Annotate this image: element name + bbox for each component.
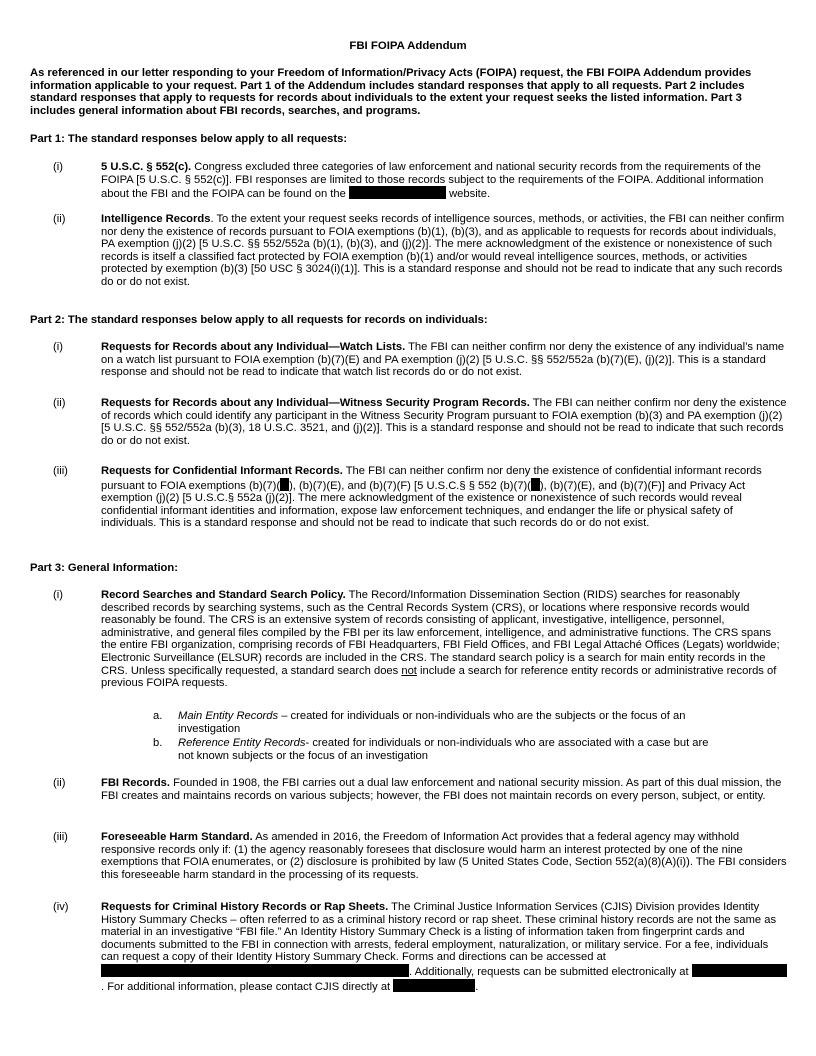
item-heading: 5 U.S.C. § 552(c).	[101, 161, 192, 173]
item-number: (iii)	[53, 465, 68, 477]
item-body	[101, 465, 787, 530]
item-heading: Requests for Confidential Informant Records.	[101, 465, 343, 477]
subitem-body: - created for individuals or non-individuals who are associated with a case but are not known subjects or the focus of an investigation	[178, 737, 709, 762]
subitem-body: – created for individuals or non-individuals who are the subjects or the focus of an investigation	[178, 710, 686, 735]
subitem-letter: a.	[153, 710, 163, 722]
item-heading: Requests for Records about any Individual—Watch Lists.	[101, 341, 406, 353]
part2-heading: Part 2: The standard responses below apply to all requests for records on individuals:	[30, 314, 488, 326]
redaction-block	[349, 186, 446, 199]
item-text-underlined: not	[401, 664, 417, 677]
document-title: FBI FOIPA Addendum	[349, 40, 467, 52]
item-text: The FBI can neither confirm nor deny the existence of any individual’s name on a watch list pursuant to FOIA exemption (b)(7)(E) and PA exemption (j)(2) [5 U.S.C. §§ 552/552a (b)(7)(E), (j)(2)]. This is a standard response and should not be read to indicate that watch list records do or do not exist.	[101, 341, 785, 379]
part1-heading: Part 1: The standard responses below apply to all requests:	[30, 133, 348, 145]
item-text: . Additionally, requests can be submitted electronically at	[409, 965, 689, 978]
item-text: . To the extent your request seeks records of intelligence sources, methods, or activities, the FBI can neither confirm nor deny the existence of records pursuant to FOIA exemptions (b)(1), (b)(3), and as applicable to requests for records about individuals, PA exemption (j)(2) [5 U.S.C. §§ 552/552a (b)(1), (b)(3), and (j)(2)]. The mere acknowledgment of the existence or nonexistence of such records is itself a classified fact protected by FOIA exemption (b)(1) and/or would reveal intelligence sources, methods, or activities protected by exemption (b)(3) [50 USC § 3024(i)(1)]. This is a standard response and should not be read to indicate that any such records do or do not exist.	[101, 213, 785, 288]
item-text: Founded in 1908, the FBI carries out a dual law enforcement and national security mission. As part of this dual mission, the FBI creates and maintains records on various subjects; however, the FBI does not maintain records on every person, subject, or entity.	[101, 777, 782, 802]
item-body	[101, 341, 787, 379]
item-text: The FBI can neither confirm nor deny the existence of records which could identify any participant in the Witness Security Program pursuant to FOIA exemption (b)(3) and PA exemption (j)(2) [5 U.S.C. §§ 552/552a (b)(3), 18 U.S.C. 3521, and (j)(2)]. This is a standard response and should not be read to indicate that such records do or do not exist.	[101, 397, 787, 447]
item-body	[101, 397, 787, 447]
item-number: (ii)	[53, 777, 66, 789]
item-heading: Intelligence Records	[101, 213, 211, 225]
item-text-tail: website.	[445, 188, 491, 201]
redaction-block	[280, 478, 289, 491]
redaction-block	[692, 964, 787, 977]
item-number: (i)	[53, 161, 63, 173]
item-text: The Criminal Justice Information Services (CJIS) Division provides Identity History Summary Checks – often referred to as a criminal history record or rap sheet. These criminal history records are not the same as material in an investigative “FBI file.” An Identity History Summary Check is a listing of information taken from fingerprint cards and documents submitted to the FBI in connection with arrests, federal employment, naturalization, or military service. For a fee, individuals can request a copy of their Identity History Summary Check. Forms and directions can be accessed at	[101, 901, 777, 964]
item-body	[101, 831, 787, 881]
item-body	[101, 901, 787, 993]
subitem-heading: Reference Entity Records	[178, 737, 306, 749]
item-number: (ii)	[53, 213, 66, 225]
item-heading: Record Searches and Standard Search Policy.	[101, 589, 346, 601]
subitem-heading: Main Entity Records	[178, 710, 279, 722]
subitem-letter: b.	[153, 737, 163, 749]
item-body	[101, 589, 787, 690]
item-text: Congress excluded three categories of law enforcement and national security records from the requirements of the FOIPA [5 U.S.C. § 552(c)]. FBI responses are limited to those records subject to the requirements of the FOIPA. Additional information about the FBI and the FOIPA can be found on the	[101, 161, 764, 201]
item-number: (iii)	[53, 831, 68, 843]
item-text: .	[475, 980, 479, 993]
item-heading: Requests for Records about any Individual—Witness Security Program Records.	[101, 397, 530, 409]
item-body	[101, 777, 787, 802]
item-body	[101, 213, 787, 289]
item-text: include a search for reference entity records or administrative records of previous FOIPA requests.	[101, 664, 777, 690]
item-text: The Record/Information Dissemination Section (RIDS) searches for reasonably described records by searching systems, such as the Central Records System (CRS), or locations where responsive records would reasonably be found. The CRS is an extensive system of records consisting of applicant, investigative, intelligence, personnel, administrative, and general files compiled by the FBI per its law enforcement, intelligence, and administrative functions. The CRS spans the entire FBI organization, comprising records of FBI Headquarters, FBI Field Offices, and FBI Legal Attaché Offices (Legats) worldwide; Electronic Surveillance (ELSUR) records are included in the CRS. The standard search policy is a search for main entity records in the CRS. Unless specifically requested, a standard search does	[101, 589, 780, 677]
subitem-text	[178, 737, 718, 762]
redaction-block	[101, 964, 409, 977]
item-text: As amended in 2016, the Freedom of Information Act provides that a federal agency may withhold responsive records only if: (1) the agency reasonably foresees that disclosure would harm an interest protected by one of the nine exemptions that FOIA enumerates, or (2) disclosure is prohibited by law (5 United States Code, Section 552(a)(8)(A)(i)). The FBI considers this foreseeable harm standard in the processing of its requests.	[101, 831, 787, 881]
item-number: (iv)	[53, 901, 69, 913]
item-text: . For additional information, please contact CJIS directly at	[101, 980, 391, 993]
redaction-block	[393, 979, 475, 992]
item-body	[101, 161, 787, 201]
redaction-block	[531, 478, 540, 491]
item-heading: Foreseeable Harm Standard.	[101, 831, 253, 843]
item-number: (ii)	[53, 397, 66, 409]
item-text: The FBI can neither confirm nor deny the existence of confidential informant records pursuant to FOIA exemptions (b)(7)(	[101, 465, 762, 492]
item-text: ), (b)(7)(E), and (b)(7)(F) [5 U.S.C.§ § 552 (b)(7)(	[289, 479, 531, 492]
item-heading: Requests for Criminal History Records or Rap Sheets.	[101, 901, 389, 913]
part3-heading: Part 3: General Information:	[30, 562, 178, 574]
item-heading: FBI Records.	[101, 777, 171, 789]
item-number: (i)	[53, 341, 63, 353]
subitem-text	[178, 710, 718, 735]
item-text: ), (b)(7)(E), and (b)(7)(F)] and Privacy Act exemption (j)(2) [5 U.S.C.§ 552a (j)(2)]. The mere acknowledgment of the existence or nonexistence of such records would reveal confidential informant identities and information, expose law enforcement techniques, and endanger the life or physical safety of individuals. This is a standard response and should not be read to indicate that such records do or do not exist.	[101, 479, 746, 530]
item-number: (i)	[53, 589, 63, 601]
intro-paragraph: As referenced in our letter responding to your Freedom of Information/Privacy Acts (FOIPA) request, the FBI FOIPA Addendum provides information applicable to your request. Part 1 of the Addendum includes standard responses that apply to all requests. Part 2 includes standard responses that apply to requests for records about individuals to the extent your request seeks the listed information. Part 3 includes general information about FBI records, searches, and programs.	[30, 67, 752, 117]
